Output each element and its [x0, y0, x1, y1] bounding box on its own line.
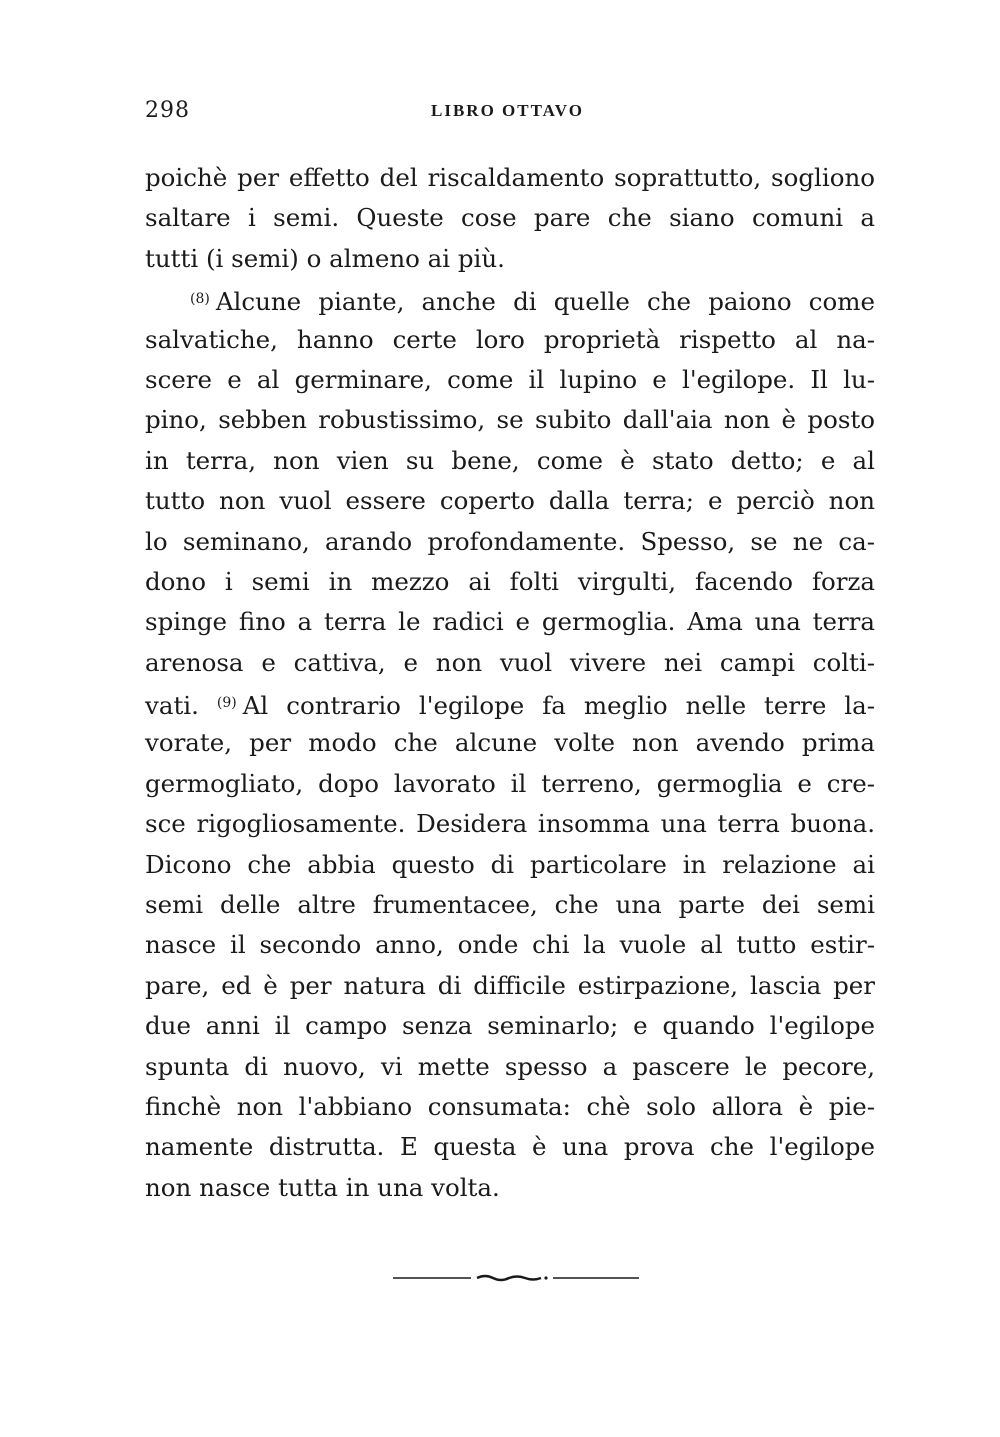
- text-line: Alcune piante, anche di quelle che paiono come: [215, 287, 875, 317]
- text-line: salvatiche, hanno certe loro proprietà rispetto al na-: [145, 324, 875, 354]
- text-line: nasce il secondo anno, onde chi la vuole al tutto estir-: [145, 930, 875, 960]
- page-number: 298: [145, 98, 190, 123]
- text-line: semi delle altre frumentacee, che una parte dei semi: [145, 890, 875, 920]
- text-line: saltare i semi. Queste cose pare che siano comuni a: [145, 203, 875, 233]
- text-line: pare, ed è per natura di difficile estirpazione, lascia per: [145, 970, 875, 1000]
- ornament-flourish: [477, 1276, 541, 1280]
- running-title: LIBRO OTTAVO: [431, 101, 584, 120]
- text-line: vorate, per modo che alcune volte non avendo prima: [145, 728, 875, 758]
- text-line: non nasce tutta in una volta.: [145, 1172, 500, 1202]
- text-line: lo seminano, arando profondamente. Spesso, se ne ca-: [145, 526, 875, 556]
- text-line: due anni il campo senza seminarlo; e quando l'egilope: [145, 1011, 875, 1041]
- text-line: dono i semi in mezzo ai folti virgulti, facendo forza: [145, 566, 875, 596]
- paragraph-start: [145, 279, 875, 319]
- text-line: scere e al germinare, come il lupino e l'egilope. Il lu-: [145, 364, 875, 394]
- text-line: finchè non l'abbiano consumata: chè solo allora è pie-: [145, 1091, 875, 1121]
- text-line: arenosa e cattiva, e non vuol vivere nei campi colti-: [145, 647, 875, 677]
- text-line: pino, sebben robustissimo, se subito dall'aia non è posto: [145, 405, 875, 435]
- text-fragment: Al contrario l'egilope fa meglio nelle terre la-: [242, 691, 875, 721]
- text-line-with-note: [145, 683, 875, 723]
- text-line: spinge fino a terra le radici e germoglia. Ama una terra: [145, 607, 875, 637]
- text-fragment: vati.: [145, 691, 199, 721]
- note-reference: (8): [190, 291, 210, 308]
- ornament-divider: [393, 1273, 639, 1283]
- text-line: germogliato, dopo lavorato il terreno, germoglia e cre-: [145, 768, 875, 798]
- note-reference: (9): [216, 695, 237, 712]
- text-line: poichè per effetto del riscaldamento soprattutto, sogliono: [145, 163, 875, 192]
- text-line: spunta di nuovo, vi mette spesso a pascere le pecore,: [145, 1051, 875, 1081]
- text-line: namente distrutta. E questa è una prova che l'egilope: [145, 1132, 875, 1162]
- text-line: sce rigogliosamente. Desidera insomma una terra buona.: [145, 809, 875, 839]
- body-text: [145, 158, 875, 1208]
- ornament-dot: [544, 1276, 547, 1279]
- text-line: tutti (i semi) o almeno ai più.: [145, 243, 505, 273]
- text-line: tutto non vuol essere coperto dalla terra; e perciò non: [145, 486, 875, 516]
- text-line: Dicono che abbia questo di particolare in relazione ai: [145, 849, 875, 879]
- text-line: in terra, non vien su bene, come è stato detto; e al: [145, 445, 875, 475]
